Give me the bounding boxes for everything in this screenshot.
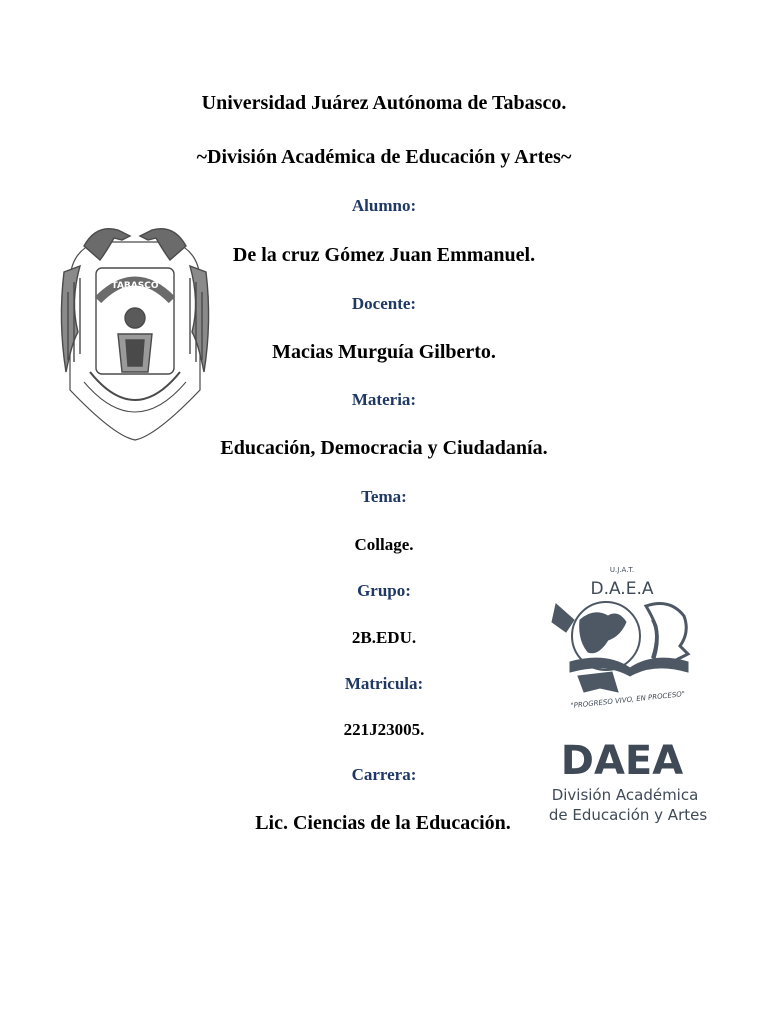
seal-banner-text: TABASCO xyxy=(111,281,159,291)
daea-slogan: "PROGRESO VIVO, EN PROCESO" xyxy=(570,690,686,710)
daea-acronym: DAEA xyxy=(560,738,684,784)
eagle-seal-icon xyxy=(56,222,214,444)
field-label-alumno: Alumno: xyxy=(351,196,417,215)
field-value-matricula: 221J23005. xyxy=(343,720,425,739)
field-value-alumno: De la cruz Gómez Juan Emmanuel. xyxy=(232,244,536,266)
university-title: Universidad Juárez Autónoma de Tabasco. xyxy=(201,92,567,114)
daea-small-acronym: D.A.E.A xyxy=(590,579,654,599)
division-title: ~División Académica de Educación y Artes~ xyxy=(196,146,572,168)
daea-top-text: U.J.A.T. xyxy=(609,566,635,574)
field-value-carrera: Lic. Ciencias de la Educación. xyxy=(255,812,511,834)
field-value-tema: Collage. xyxy=(354,535,414,554)
daea-name-line2: de Educación y Artes xyxy=(548,806,708,824)
globe-book-icon xyxy=(548,560,718,830)
field-label-tema: Tema: xyxy=(361,487,407,506)
field-label-materia: Materia: xyxy=(351,390,417,409)
field-value-materia: Educación, Democracia y Ciudadanía. xyxy=(220,437,548,459)
daea-name-line1: División Académica xyxy=(551,786,699,804)
field-label-matricula: Matricula: xyxy=(344,674,424,693)
field-label-carrera: Carrera: xyxy=(351,765,417,784)
field-label-docente: Docente: xyxy=(351,294,417,313)
field-value-grupo: 2B.EDU. xyxy=(351,628,417,647)
field-value-docente: Macias Murguía Gilberto. xyxy=(272,341,496,363)
field-label-grupo: Grupo: xyxy=(357,581,411,600)
